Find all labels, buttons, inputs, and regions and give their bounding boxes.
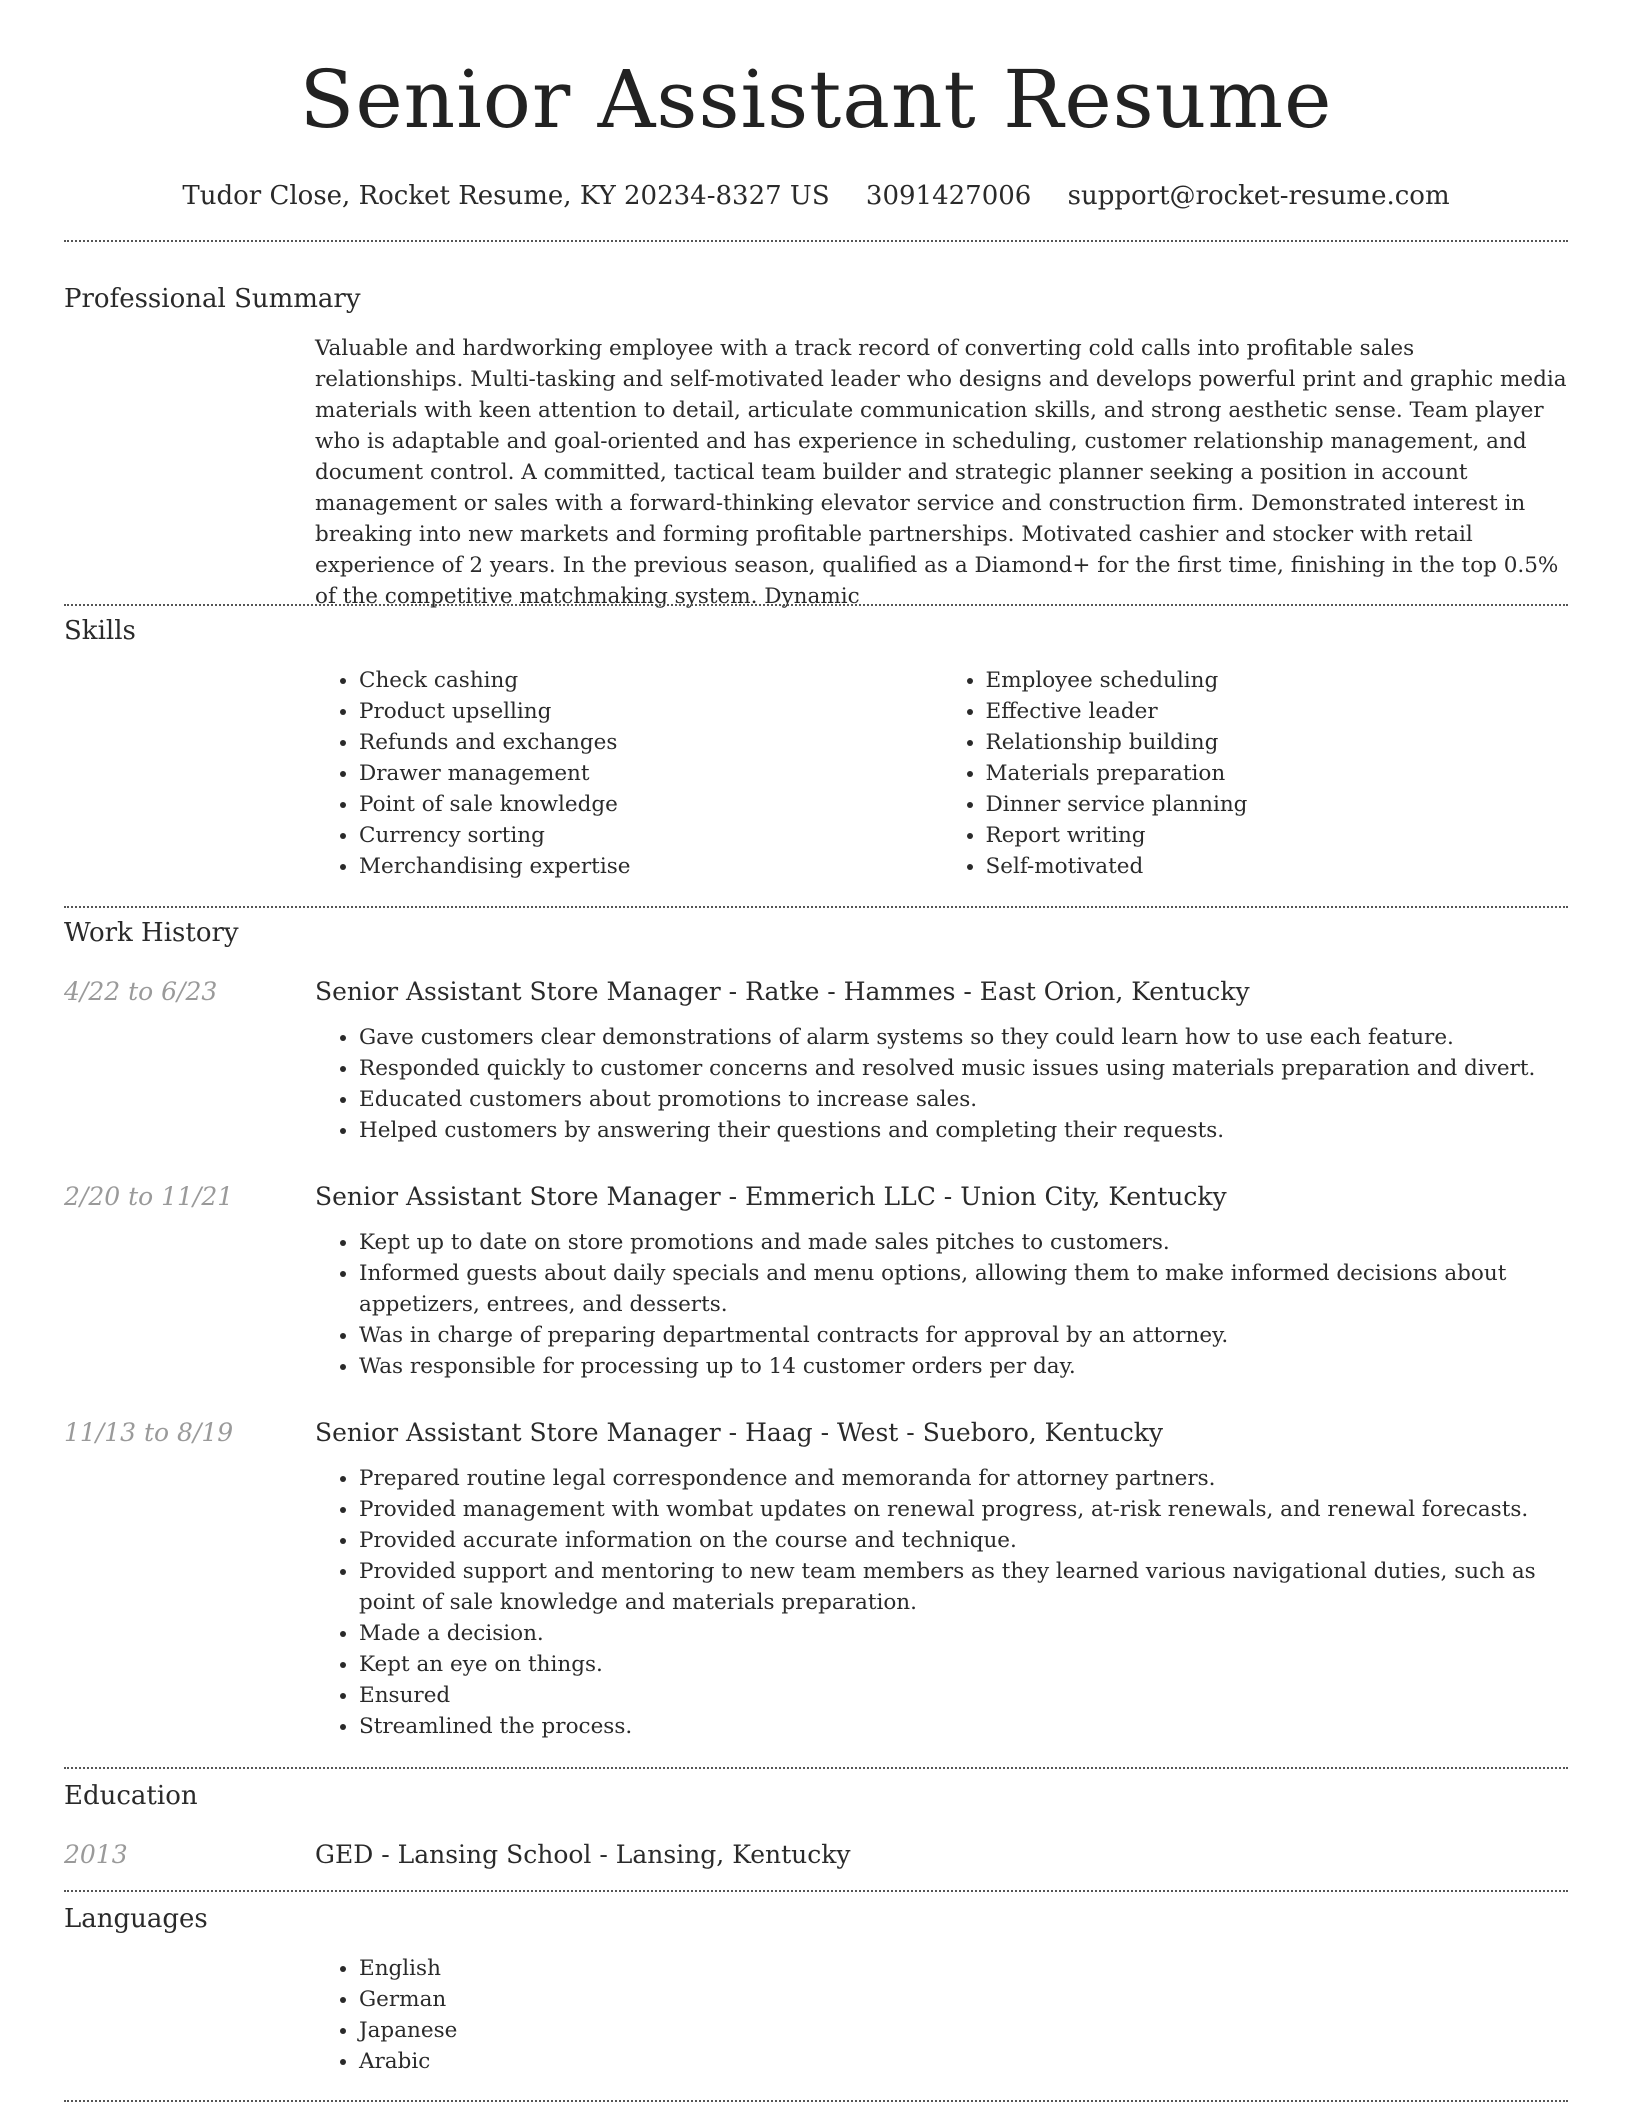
job-bullet: • Provided accurate information on the course and technique.: [359, 1525, 1568, 1556]
job-title: Senior Assistant Store Manager - Ratke - Hammes - East Orion, Kentucky: [315, 977, 1250, 1006]
job-entry: [64, 975, 1568, 1146]
job-bullet: • Was in charge of preparing departmental contracts for approval by an attorney.: [359, 1320, 1568, 1351]
contact-address: Tudor Close, Rocket Resume, KY 20234-8327 US: [182, 181, 830, 211]
job-bullet: • Provided support and mentoring to new team members as they learned various navigational duties, such as point of sale knowledge and materials preparation.: [359, 1556, 1568, 1618]
skill-item: • Self-motivated: [986, 851, 1569, 882]
section-divider: [64, 1890, 1568, 1892]
section-title-languages: Languages: [64, 1904, 208, 1934]
job-bullet: • Was responsible for processing up to 14 customer orders per day.: [359, 1351, 1568, 1382]
education-year: 2013: [64, 1840, 128, 1869]
job-entry: [64, 1180, 1568, 1382]
skill-item: • Dinner service planning: [986, 789, 1569, 820]
job-bullet: • Helped customers by answering their questions and completing their requests.: [359, 1115, 1568, 1146]
section-divider: [64, 1767, 1568, 1769]
job-bullet: • Prepared routine legal correspondence and memoranda for attorney partners.: [359, 1463, 1568, 1494]
section-title-summary: Professional Summary: [64, 284, 361, 314]
skill-item: • Merchandising expertise: [359, 851, 942, 882]
job-bullet: • Ensured: [359, 1680, 1568, 1711]
job-bullet: • Kept an eye on things.: [359, 1649, 1568, 1680]
job-bullet: • Gave customers clear demonstrations of alarm systems so they could learn how to use each feature.: [359, 1022, 1568, 1053]
resume-name: Senior Assistant Resume: [299, 53, 1333, 146]
skill-item: • Check cashing: [359, 665, 942, 696]
skill-item: • Currency sorting: [359, 820, 942, 851]
contact-phone: 3091427006: [865, 181, 1032, 211]
section-divider: [64, 604, 1568, 606]
skills-list-left: [315, 665, 942, 882]
contact-line: [0, 178, 1632, 214]
skills-list-right: [942, 665, 1569, 882]
skill-item: • Employee scheduling: [986, 665, 1569, 696]
skill-item: • Relationship building: [986, 727, 1569, 758]
section-title-skills: Skills: [64, 616, 136, 646]
job-dates: 11/13 to 8/19: [64, 1418, 234, 1447]
skills-section: [64, 614, 1568, 882]
education-entry: GED - Lansing School - Lansing, Kentucky: [315, 1840, 851, 1869]
section-title-education: Education: [64, 1781, 198, 1811]
job-bullets: [315, 1463, 1568, 1742]
skill-item: • Drawer management: [359, 758, 942, 789]
job-bullets: [315, 1022, 1568, 1146]
education-section: [64, 1779, 1568, 1872]
skill-item: • Effective leader: [986, 696, 1569, 727]
skill-item: • Point of sale knowledge: [359, 789, 942, 820]
summary-text: Valuable and hardworking employee with a track record of converting cold calls into profitable sales relationships. Multi-tasking and self-motivated leader who designs and develops powerful print and graphic media materials with keen attention to detail, articulate communication skills, and strong aesthetic sense. Team player who is adaptable and goal-oriented and has experience in scheduling, customer relationship management, and document control. A committed, tactical team builder and strategic planner seeking a position in account management or sales with a forward-thinking elevator service and construction firm. Demonstrated interest in breaking into new markets and forming profitable partnerships. Motivated cashier and stocker with retail experience of 2 years. In the previous season, qualified as a Diamond+ for the first time, finishing in the top 0.5% of the competitive matchmaking system. Dynamic: [315, 336, 1567, 609]
language-item: • English: [359, 1953, 1568, 1984]
job-entry: [64, 1416, 1568, 1742]
work-history-section: [64, 916, 1568, 1742]
language-item: • Japanese: [359, 2015, 1568, 2046]
resume-header: [0, 0, 1632, 214]
skill-item: • Product upselling: [359, 696, 942, 727]
skill-item: • Refunds and exchanges: [359, 727, 942, 758]
job-dates: 2/20 to 11/21: [64, 1182, 234, 1211]
job-bullet: • Informed guests about daily specials and menu options, allowing them to make informed decisions about appetizers, entrees, and desserts.: [359, 1258, 1568, 1320]
job-bullet: • Responded quickly to customer concerns and resolved music issues using materials preparation and divert.: [359, 1053, 1568, 1084]
languages-section: [64, 1902, 1568, 2077]
language-item: • German: [359, 1984, 1568, 2015]
job-bullet: • Made a decision.: [359, 1618, 1568, 1649]
job-dates: 4/22 to 6/23: [64, 977, 218, 1006]
section-divider: [64, 2100, 1568, 2102]
job-bullet: • Educated customers about promotions to increase sales.: [359, 1084, 1568, 1115]
job-bullet: • Streamlined the process.: [359, 1711, 1568, 1742]
contact-email: support@rocket-resume.com: [1067, 181, 1450, 211]
job-bullet: • Kept up to date on store promotions and made sales pitches to customers.: [359, 1227, 1568, 1258]
job-title: Senior Assistant Store Manager - Haag - West - Sueboro, Kentucky: [315, 1418, 1163, 1447]
summary-section: [64, 282, 1568, 612]
languages-list: [315, 1953, 1568, 2077]
job-bullet: • Provided management with wombat updates on renewal progress, at-risk renewals, and renewal forecasts.: [359, 1494, 1568, 1525]
job-title: Senior Assistant Store Manager - Emmerich LLC - Union City, Kentucky: [315, 1182, 1227, 1211]
skill-item: • Report writing: [986, 820, 1569, 851]
section-title-work: Work History: [64, 918, 239, 948]
language-item: • Arabic: [359, 2046, 1568, 2077]
section-divider: [64, 906, 1568, 908]
job-bullets: [315, 1227, 1568, 1382]
skill-item: • Materials preparation: [986, 758, 1569, 789]
section-divider: [64, 240, 1568, 242]
